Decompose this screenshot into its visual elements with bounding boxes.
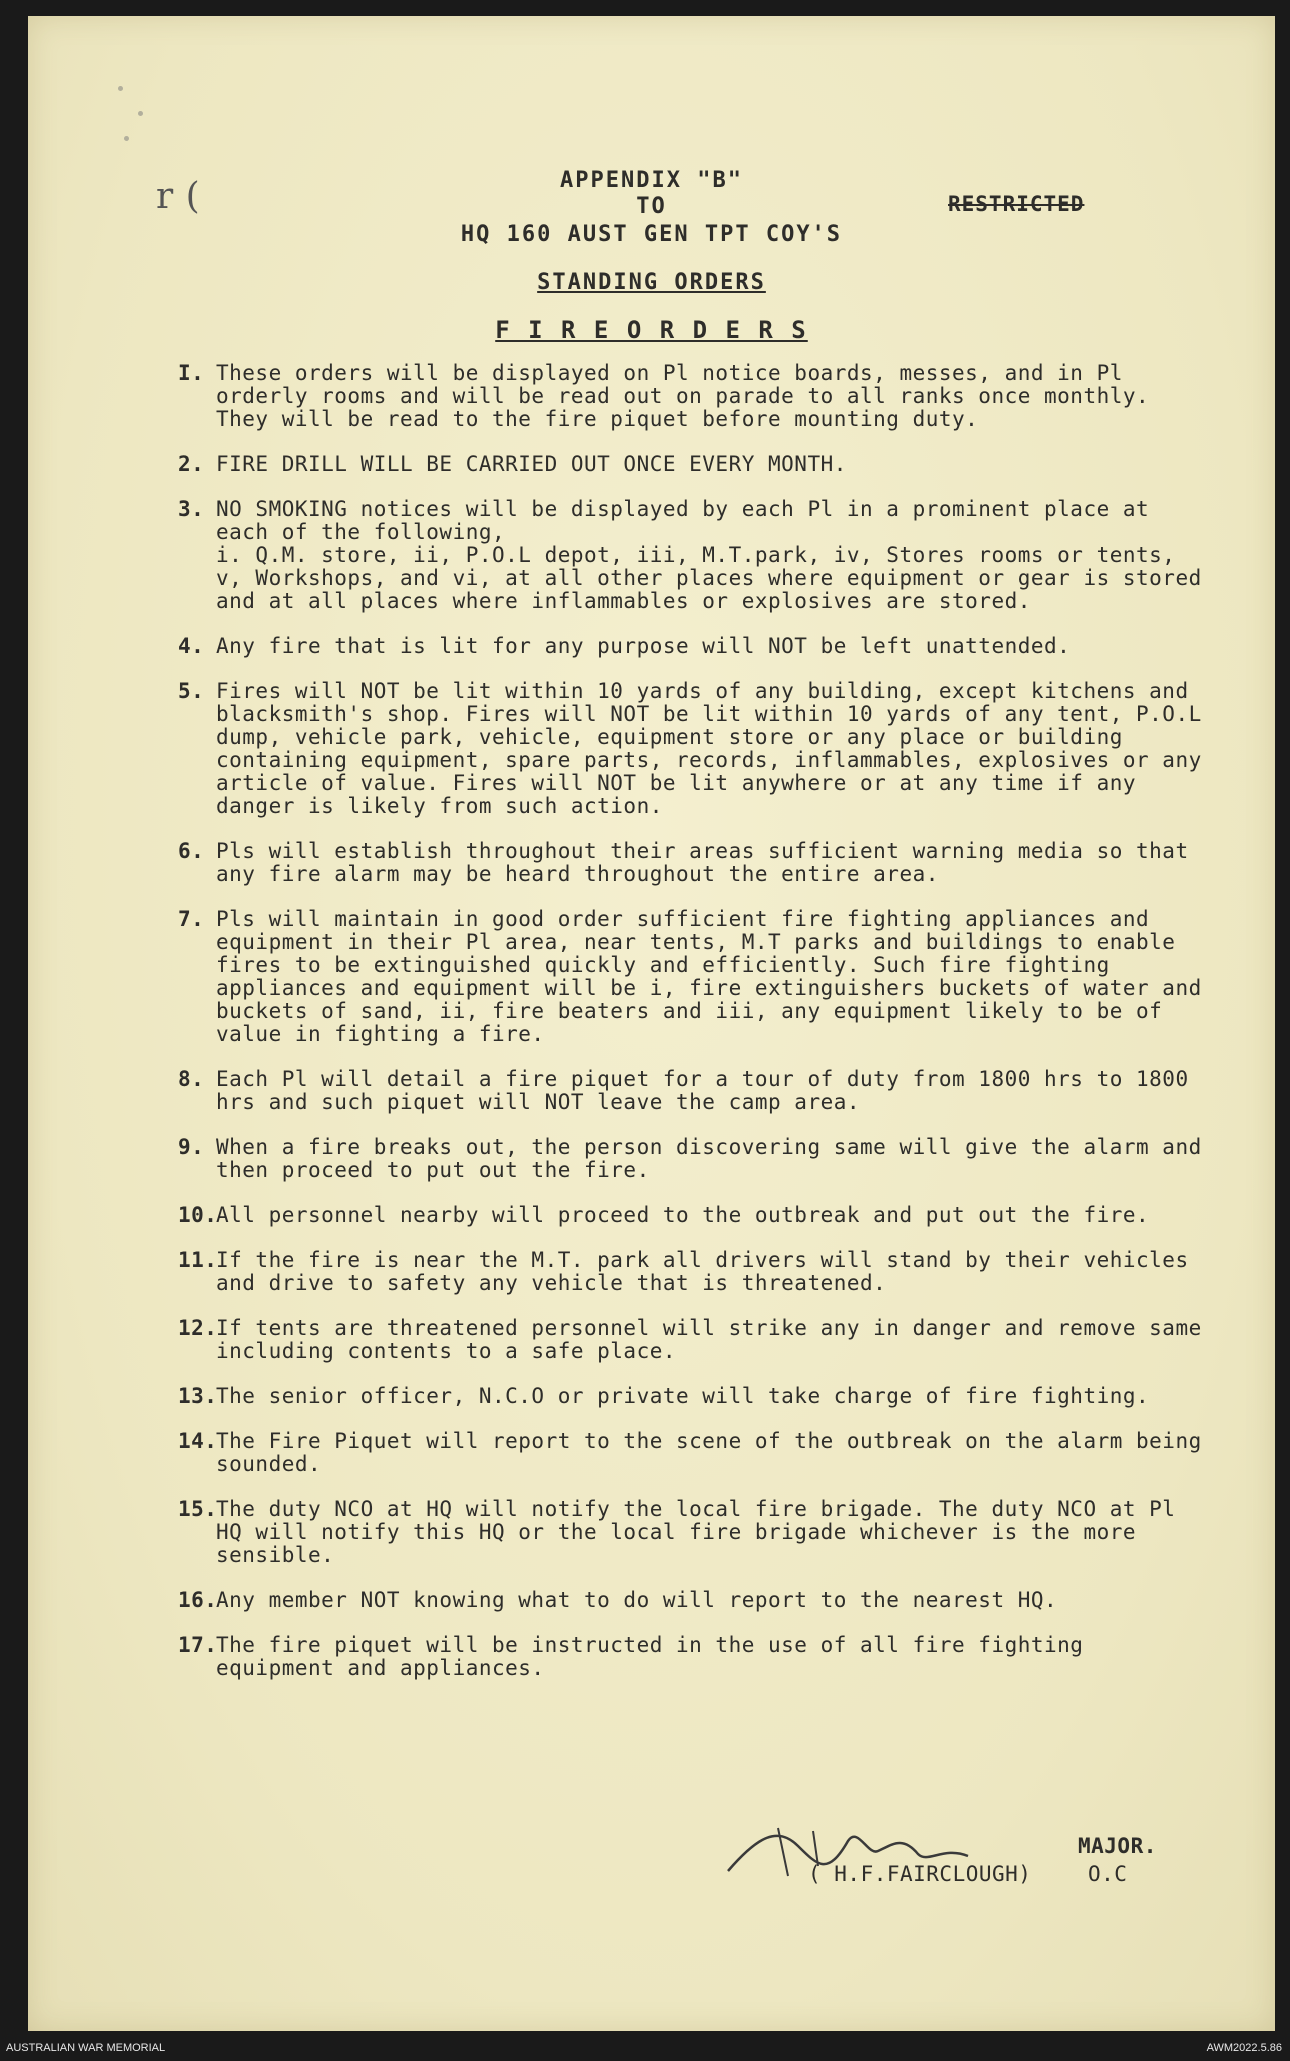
order-item (178, 1430, 1208, 1476)
order-text: These orders will be displayed on Pl notice boards, messes, and in Pl orderly rooms and will be read out on parade to all ranks once monthly. They will be read to the fire piquet before mounting duty. (216, 361, 1150, 431)
order-number: 14. (178, 1429, 218, 1453)
punch-mark (124, 136, 129, 141)
signatory-appointment: O.C (1088, 1862, 1128, 1886)
order-text: When a fire breaks out, the person discovering same will give the alarm and then proceed to put out the fire. (216, 1135, 1202, 1182)
order-text: The fire piquet will be instructed in the use of all fire fighting equipment and appliances. (216, 1633, 1084, 1680)
document-page (28, 16, 1275, 2031)
punch-mark (138, 111, 143, 116)
order-number: 4. (178, 634, 205, 658)
footer-right: AWM2022.5.86 (1206, 2042, 1282, 2054)
order-text: The duty NCO at HQ will notify the local fire brigade. The duty NCO at Pl HQ will notify this HQ or the local fire brigade whichever is the more sensible. (216, 1497, 1176, 1567)
order-item (178, 1498, 1208, 1567)
order-item (178, 635, 1208, 658)
order-number: 9. (178, 1135, 205, 1159)
order-text: Pls will maintain in good order sufficient fire fighting appliances and equipment in their Pl area, near tents, M.T parks and buildings to enable fires to be extinguished quickly and efficiently. Such fire fighting appliances and equipment will be i, fire extinguishers buckets of water and buckets of sand, ii, fire beaters and iii, any equipment likely to be of value in fighting a fire. (216, 907, 1202, 1046)
order-text: Any member NOT knowing what to do will report to the nearest HQ. (216, 1588, 1058, 1612)
order-number: 12. (178, 1316, 218, 1340)
order-number: 2. (178, 452, 205, 476)
order-text: If tents are threatened personnel will strike any in danger and remove same including contents to a safe place. (216, 1316, 1202, 1363)
order-item (178, 1385, 1208, 1408)
order-text: Pls will establish throughout their areas sufficient warning media so that any fire alarm may be heard throughout the entire area. (216, 839, 1189, 886)
order-item (178, 362, 1208, 431)
order-item (178, 1249, 1208, 1295)
order-item (178, 498, 1208, 613)
order-text: All personnel nearby will proceed to the outbreak and put out the fire. (216, 1203, 1150, 1227)
order-number: 6. (178, 839, 205, 863)
order-item (178, 840, 1208, 886)
order-number: 8. (178, 1067, 205, 1091)
order-item (178, 908, 1208, 1046)
signatory-rank: MAJOR. (1078, 1834, 1157, 1858)
classification-stamp: RESTRICTED (948, 192, 1085, 216)
order-item (178, 680, 1208, 818)
order-number: 3. (178, 497, 205, 521)
unit-heading: HQ 160 AUST GEN TPT COY'S (460, 222, 843, 247)
order-number: 11. (178, 1248, 218, 1272)
order-text: The Fire Piquet will report to the scene of the outbreak on the alarm being sounded. (216, 1429, 1202, 1476)
order-number: 15. (178, 1497, 218, 1521)
punch-mark (118, 86, 123, 91)
order-text: The senior officer, N.C.O or private will take charge of fire fighting. (216, 1384, 1150, 1408)
order-number: 7. (178, 907, 205, 931)
order-item (178, 1589, 1208, 1612)
appendix-to: TO (636, 194, 667, 219)
order-number: 10. (178, 1203, 218, 1227)
order-item (178, 453, 1208, 476)
order-text: Each Pl will detail a fire piquet for a tour of duty from 1800 hrs to 1800 hrs and such piquet will NOT leave the camp area. (216, 1067, 1189, 1114)
order-item (178, 1634, 1208, 1680)
order-text: Fires will NOT be lit within 10 yards of any building, except kitchens and blacksmith's shop. Fires will NOT be lit within 10 yards of any tent, P.O.L dump, vehicle park, vehicle, equipment store or any place or building containing equipment, spare parts, records, inflammables, explosives or any article of value. Fires will NOT be lit anywhere or at any time if any danger is likely from such action. (216, 679, 1202, 818)
fire-orders-title: F I R E O R D E R S (495, 316, 808, 344)
margin-mark: r ( (156, 176, 201, 217)
order-item (178, 1136, 1208, 1182)
signatory-name: ( H.F.FAIRCLOUGH) (808, 1862, 1032, 1886)
order-item (178, 1317, 1208, 1363)
order-text: NO SMOKING notices will be displayed by each Pl in a prominent place at each of the following, i. Q.M. store, ii, P.O.L depot, iii, M.T.park, iv, Stores rooms or tents, v, Workshops, and vi, at all other places where equipment or gear is stored and at all places where inflammables or explosives are stored. (216, 497, 1202, 613)
order-item (178, 1068, 1208, 1114)
order-item (178, 1204, 1208, 1227)
order-text: Any fire that is lit for any purpose will NOT be left unattended. (216, 634, 1071, 658)
order-number: 17. (178, 1633, 218, 1657)
order-number: 13. (178, 1384, 218, 1408)
orders-list (178, 362, 1208, 1702)
order-number: 16. (178, 1588, 218, 1612)
appendix-heading: APPENDIX "B" (560, 168, 743, 193)
standing-orders-heading: STANDING ORDERS (537, 270, 766, 295)
order-number: 5. (178, 679, 205, 703)
order-text: FIRE DRILL WILL BE CARRIED OUT ONCE EVERY MONTH. (216, 452, 847, 476)
order-number: I. (178, 361, 205, 385)
footer-left: AUSTRALIAN WAR MEMORIAL (6, 2042, 166, 2054)
order-text: If the fire is near the M.T. park all drivers will stand by their vehicles and drive to safety any vehicle that is threatened. (216, 1248, 1189, 1295)
